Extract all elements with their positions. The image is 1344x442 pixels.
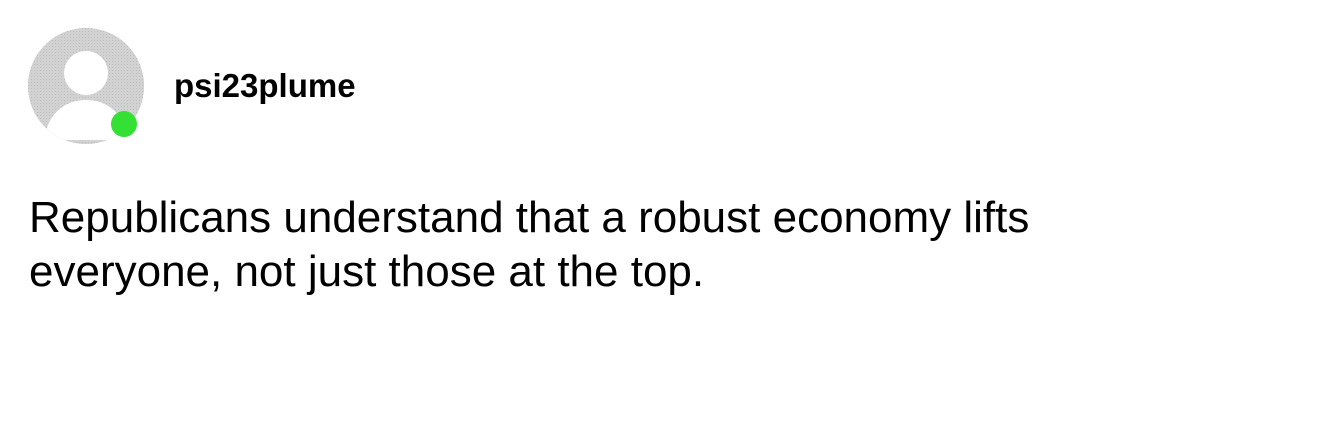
username[interactable]: psi23plume xyxy=(174,67,356,104)
avatar[interactable] xyxy=(28,28,144,144)
post-text: Republicans understand that a robust economy lifts everyone, not just those at the top. xyxy=(29,193,1030,296)
online-status-icon xyxy=(111,111,137,137)
